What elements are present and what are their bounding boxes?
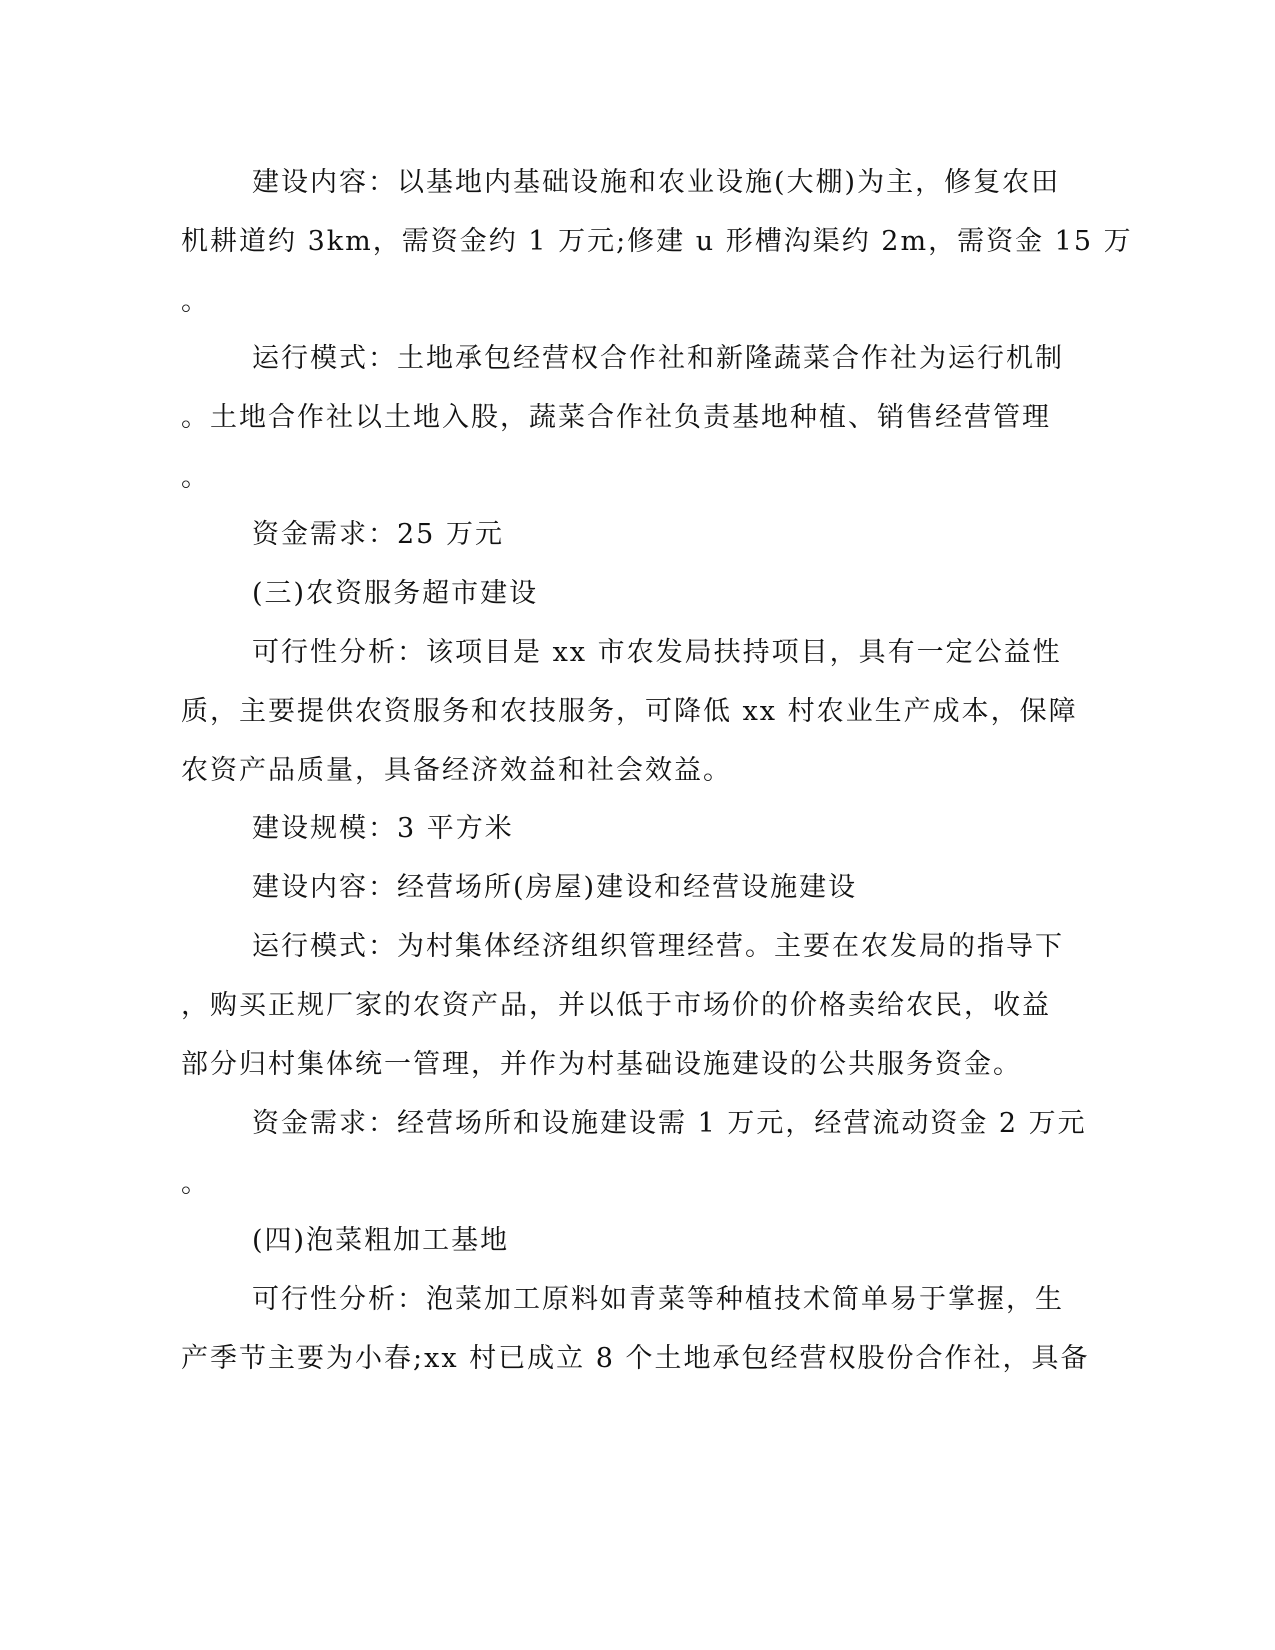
text-line-4: 运行模式：土地承包经营权合作社和新隆蔬菜合作社为运行机制 xyxy=(252,343,1064,374)
text-line-17: 资金需求：经营场所和设施建设需 1 万元，经营流动资金 2 万元 xyxy=(252,1108,1087,1139)
section-heading-3: (三)农资服务超市建设 xyxy=(252,578,539,609)
text-line-16: 部分归村集体统一管理，并作为村基础设施建设的公共服务资金。 xyxy=(181,1049,1022,1080)
text-line-9: 可行性分析：该项目是 xx 市农发局扶持项目，具有一定公益性 xyxy=(252,637,1062,668)
text-line-7: 资金需求：25 万元 xyxy=(252,519,504,550)
text-line-20: 可行性分析：泡菜加工原料如青菜等种植技术简单易于掌握，生 xyxy=(252,1284,1064,1315)
text-line-3: 。 xyxy=(181,286,210,317)
text-line-2: 机耕道约 3km，需资金约 1 万元;修建 u 形槽沟渠约 2m，需资金 15 万 xyxy=(181,226,1133,257)
text-line-5: 。土地合作社以土地入股，蔬菜合作社负责基地种植、销售经营管理 xyxy=(181,402,1051,433)
section-heading-4: (四)泡菜粗加工基地 xyxy=(252,1225,510,1256)
text-line-6: 。 xyxy=(181,462,210,493)
text-line-13: 建设内容：经营场所(房屋)建设和经营设施建设 xyxy=(252,872,858,903)
text-line-1: 建设内容：以基地内基础设施和农业设施(大棚)为主，修复农田 xyxy=(252,167,1061,198)
text-line-21: 产季节主要为小春;xx 村已成立 8 个土地承包经营权股份合作社，具备 xyxy=(181,1343,1090,1374)
text-line-12: 建设规模：3 平方米 xyxy=(252,813,514,844)
text-line-14: 运行模式：为村集体经济组织管理经营。主要在农发局的指导下 xyxy=(252,931,1064,962)
text-line-15: ，购买正规厂家的农资产品，并以低于市场价的价格卖给农民，收益 xyxy=(181,990,1051,1021)
text-line-11: 农资产品质量，具备经济效益和社会效益。 xyxy=(181,755,732,786)
text-line-18: 。 xyxy=(181,1168,210,1199)
text-line-10: 质，主要提供农资服务和农技服务，可降低 xx 村农业生产成本，保障 xyxy=(181,696,1078,727)
